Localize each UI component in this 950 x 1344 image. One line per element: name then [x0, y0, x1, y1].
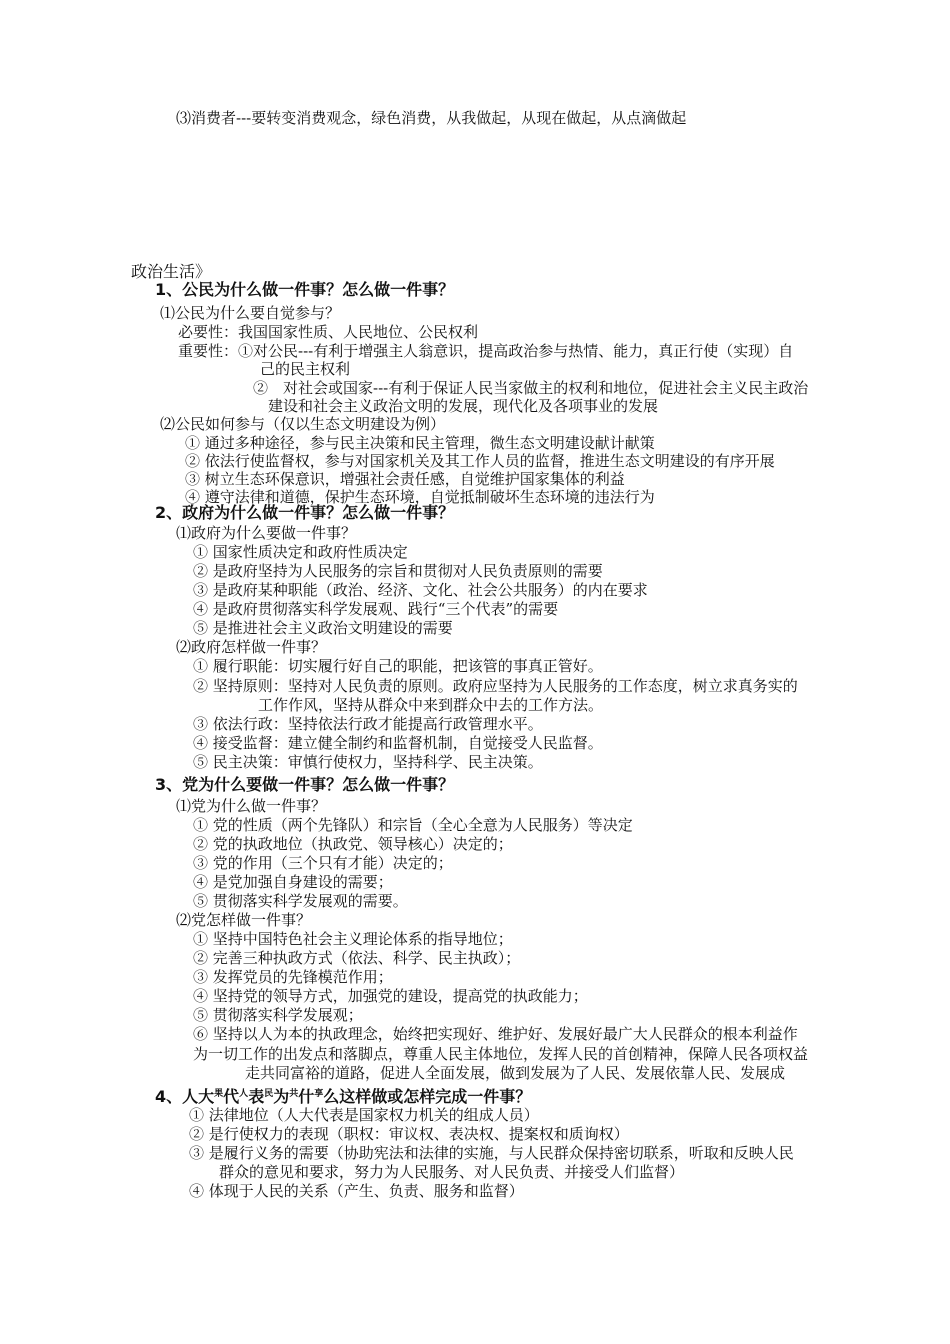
list-item: ③ 是政府某种职能（政治、经济、文化、社会公共服务）的内在要求 [193, 581, 648, 599]
list-item: ⑤ 是推进社会主义政治文明建设的需要 [193, 619, 453, 637]
list-item: ② 是行使权力的表现（职权：审议权、表决权、提案权和质询权） [189, 1125, 629, 1143]
q2-title: 2、政府为什么做一件事？怎么做一件事？ [155, 503, 455, 522]
list-item: ⑤ 贯彻落实科学发展观； [193, 1006, 363, 1024]
list-item: ② 完善三种执政方式（依法、科学、民主执政）； [193, 949, 521, 967]
q3-why: ⑴党为什么做一件事？ [176, 797, 327, 815]
q1-importance-2: ② 对社会或国家---有利于保证人民当家做主的权利和地位，促进社会主义民主政治 [253, 379, 809, 397]
q1-importance-1-cont: 己的民主权利 [260, 360, 351, 378]
q1-importance-1: 重要性：①对公民---有利于增强主人翁意识，提高政治参与热情、能力，真正行使（实现）自 [178, 342, 794, 360]
list-item: ④ 体现于人民的关系（产生、负责、服务和监督） [189, 1182, 524, 1200]
list-item: ④ 遵守法律和道德，保护生态环境，自觉抵制破坏生态环境的违法行为 [185, 488, 655, 506]
list-item: ② 坚持原则：坚持对人民负责的原则。政府应坚持为人民服务的工作态度，树立求真务实的 [193, 677, 798, 695]
list-item: ① 通过多种途径，参与民主决策和民主管理，微生态文明建设献计献策 [185, 434, 655, 452]
list-item: ③ 树立生态环保意识，增强社会责任感，自觉维护国家集体的利益 [185, 470, 625, 488]
list-item: ⑤ 贯彻落实科学发展观的需要。 [193, 892, 408, 910]
list-item: ② 依法行使监督权，参与对国家机关及其工作人员的监督，推进生态文明建设的有序开展 [185, 452, 775, 470]
q4-title: 4、人大$^果$代$^人$表$^民$为$^共$什$^享$么这样做或怎样完成一件事？ [155, 1087, 532, 1106]
q2-how: ⑵政府怎样做一件事？ [176, 638, 327, 656]
list-item: ④ 坚持党的领导方式，加强党的建设，提高党的执政能力； [193, 987, 588, 1005]
list-item: ② 党的执政地位（执政党、领导核心）决定的； [193, 835, 513, 853]
list-item-cont: 走共同富裕的道路，促进人全面发展，做到发展为了人民、发展依靠人民、发展成 [245, 1064, 786, 1082]
q3-how: ⑵党怎样做一件事？ [176, 911, 312, 929]
consumer-line: ⑶消费者---要转变消费观念，绿色消费，从我做起，从现在做起，从点滴做起 [176, 109, 687, 127]
q2-why: ⑴政府为什么要做一件事？ [176, 524, 357, 542]
section-title: 政治生活》 [131, 262, 212, 281]
q1-title: 1、公民为什么做一件事？怎么做一件事？ [155, 280, 455, 299]
list-item: ④ 是党加强自身建设的需要； [193, 873, 393, 891]
q1-how: ⑵公民如何参与（仅以生态文明建设为例） [160, 415, 446, 433]
list-item: ⑤ 民主决策：审慎行使权力，坚持科学、民主决策。 [193, 753, 543, 771]
q3-title: 3、党为什么要做一件事？怎么做一件事？ [155, 775, 455, 794]
q1-necessity: 必要性：我国国家性质、人民地位、公民权利 [178, 323, 479, 341]
list-item: ① 党的性质（两个先锋队）和宗旨（全心全意为人民服务）等决定 [193, 816, 633, 834]
list-item: ③ 党的作用（三个只有才能）决定的； [193, 854, 453, 872]
list-item-cont: 为一切工作的出发点和落脚点，尊重人民主体地位，发挥人民的首创精神，保障人民各项权益 [193, 1045, 809, 1063]
list-item: ⑥ 坚持以人为本的执政理念，始终把实现好、维护好、发展好最广大人民群众的根本利益作 [193, 1025, 798, 1043]
list-item: ① 履行职能：切实履行好自己的职能，把该管的事真正管好。 [193, 657, 603, 675]
list-item: ③ 依法行政：坚持依法行政才能提高行政管理水平。 [193, 715, 543, 733]
list-item: ① 法律地位（人大代表是国家权力机关的组成人员） [189, 1106, 539, 1124]
q1-why: ⑴公民为什么要自觉参与？ [160, 304, 341, 322]
list-item: ① 坚持中国特色社会主义理论体系的指导地位； [193, 930, 513, 948]
list-item: ④ 是政府贯彻落实科学发展观、践行“三个代表”的需要 [193, 600, 559, 618]
list-item: ① 国家性质决定和政府性质决定 [193, 543, 408, 561]
list-item: ③ 是履行义务的需要（协助宪法和法律的实施，与人民群众保持密切联系，听取和反映人民 [189, 1144, 794, 1162]
list-item-cont: 群众的意见和要求，努力为人民服务、对人民负责、并接受人们监督） [219, 1163, 685, 1181]
q1-importance-2-cont: 建设和社会主义政治文明的发展，现代化及各项事业的发展 [268, 397, 659, 415]
list-item-cont: 工作作风，坚持从群众中来到群众中去的工作方法。 [258, 696, 604, 714]
list-item: ④ 接受监督：建立健全制约和监督机制，自觉接受人民监督。 [193, 734, 603, 752]
list-item: ② 是政府坚持为人民服务的宗旨和贯彻对人民负责原则的需要 [193, 562, 603, 580]
list-item: ③ 发挥党员的先锋模范作用； [193, 968, 393, 986]
